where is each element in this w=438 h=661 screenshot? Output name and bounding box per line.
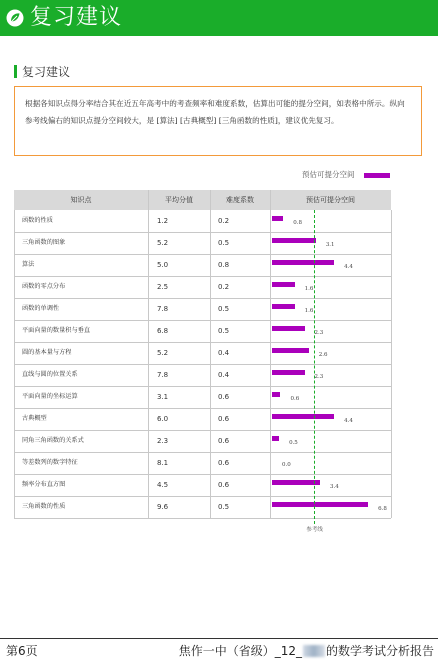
top-banner <box>0 0 438 36</box>
difficulty-cell: 0.5 <box>218 503 230 511</box>
improvement-bar <box>272 348 309 353</box>
avg-score-cell: 1.2 <box>157 217 169 225</box>
avg-score-cell: 7.8 <box>157 371 169 379</box>
difficulty-cell: 0.4 <box>218 371 230 379</box>
improvement-bar <box>272 216 283 221</box>
improvement-bar <box>272 414 334 419</box>
topic-cell: 等差数列的数字特征 <box>22 459 78 466</box>
avg-score-cell: 5.2 <box>157 349 169 357</box>
difficulty-cell: 0.6 <box>218 481 230 489</box>
improvement-value-label: 1.6 <box>304 286 314 292</box>
topic-cell: 圆的基本量与方程 <box>22 349 72 356</box>
redacted-name <box>303 645 325 657</box>
improvement-value-label: 0.5 <box>289 440 298 446</box>
improvement-bar <box>272 260 334 265</box>
topic-cell: 三角函数的图象 <box>22 239 66 246</box>
avg-score-cell: 5.2 <box>157 239 169 247</box>
report-title-right: 的数学考试分析报告 <box>325 644 434 658</box>
difficulty-cell: 0.4 <box>218 349 230 357</box>
report-title <box>179 643 434 659</box>
column-divider <box>148 190 149 518</box>
header-improvement: 预估可提分空间 <box>306 196 355 204</box>
leaf-logo-icon <box>6 9 24 27</box>
topic-cell: 三角函数的性质 <box>22 503 66 510</box>
difficulty-cell: 0.5 <box>218 305 230 313</box>
improvement-value-label: 1.6 <box>304 308 314 314</box>
avg-score-cell: 6.8 <box>157 327 169 335</box>
improvement-bar <box>272 436 279 441</box>
knowledge-table <box>14 190 391 533</box>
improvement-value-label: 0.8 <box>293 220 303 226</box>
improvement-value-label: 3.1 <box>325 242 335 248</box>
improvement-value-label: 0.0 <box>282 462 291 468</box>
improvement-bar-chart <box>270 210 391 533</box>
improvement-bar <box>272 304 295 309</box>
column-divider <box>270 190 271 518</box>
advice-box: 根据各知识点得分率结合其在近五年高考中的考查频率和难度系数，估算出可能的提分空间，如表格中所示。纵向参考线偏右的知识点提分空间较大，是 [算法] [古典概型] [三角函数的性质]，建议优先复习。 <box>14 86 422 156</box>
difficulty-cell: 0.6 <box>218 415 230 423</box>
topic-cell: 平面向量的坐标运算 <box>22 393 78 400</box>
column-divider <box>391 210 392 518</box>
page-title: 复习建议 <box>30 5 123 30</box>
improvement-value-label: 6.8 <box>378 506 387 512</box>
topic-cell: 算法 <box>22 261 35 268</box>
avg-score-cell: 3.1 <box>157 393 169 401</box>
avg-score-cell: 9.6 <box>157 503 169 511</box>
column-divider <box>14 210 15 518</box>
improvement-value-label: 4.4 <box>344 264 353 270</box>
improvement-bar <box>272 370 305 375</box>
improvement-bar <box>272 502 368 507</box>
avg-score-cell: 4.5 <box>157 481 169 489</box>
topic-cell: 函数的零点分布 <box>22 283 66 290</box>
page-footer <box>0 638 438 661</box>
topic-cell: 平面向量的数量积与垂直 <box>22 327 91 334</box>
improvement-bar <box>272 392 280 397</box>
avg-score-cell: 6.0 <box>157 415 169 423</box>
legend-swatch <box>364 173 390 178</box>
header-difficulty: 难度系数 <box>226 196 254 204</box>
improvement-bar <box>272 282 295 287</box>
reference-line-label: 参考线 <box>306 527 323 533</box>
improvement-value-label: 2.6 <box>318 352 328 358</box>
improvement-bar <box>272 238 316 243</box>
avg-score-cell: 7.8 <box>157 305 169 313</box>
avg-score-cell: 2.3 <box>157 437 169 445</box>
difficulty-cell: 0.5 <box>218 239 230 247</box>
reference-line <box>314 210 315 524</box>
section-heading-text: 复习建议 <box>22 65 71 79</box>
header-topic: 知识点 <box>70 196 92 204</box>
header-avg-score: 平均分值 <box>165 196 193 204</box>
difficulty-cell: 0.6 <box>218 459 230 467</box>
topic-cell: 古典概型 <box>22 415 47 422</box>
improvement-bar <box>272 326 305 331</box>
improvement-value-label: 4.4 <box>344 418 353 424</box>
difficulty-cell: 0.6 <box>218 393 230 401</box>
column-divider <box>210 190 211 518</box>
improvement-value-label: 3.4 <box>330 484 339 490</box>
topic-cell: 函数的性质 <box>22 217 53 224</box>
topic-cell: 同角三角函数的关系式 <box>22 437 84 444</box>
section-marker <box>14 65 17 78</box>
difficulty-cell: 0.6 <box>218 437 230 445</box>
improvement-value-label: 2.3 <box>314 330 324 336</box>
report-title-left: 焦作一中（省级）_12_ <box>178 644 302 658</box>
topic-cell: 频率分布直方图 <box>22 481 66 488</box>
page-number: 第6页 <box>6 644 38 658</box>
difficulty-cell: 0.5 <box>218 327 230 335</box>
improvement-value-label: 2.3 <box>314 374 324 380</box>
topic-cell: 函数的单调性 <box>22 305 60 312</box>
difficulty-cell: 0.8 <box>218 261 230 269</box>
topic-cell: 直线与圆的位置关系 <box>22 371 78 378</box>
difficulty-cell: 0.2 <box>218 283 230 291</box>
avg-score-cell: 2.5 <box>157 283 169 291</box>
avg-score-cell: 8.1 <box>157 459 169 467</box>
improvement-value-label: 0.6 <box>290 396 300 402</box>
difficulty-cell: 0.2 <box>218 217 230 225</box>
table-header <box>14 190 391 210</box>
improvement-bar <box>272 480 320 485</box>
legend-label: 预估可提分空间 <box>302 170 355 179</box>
avg-score-cell: 5.0 <box>157 261 169 269</box>
